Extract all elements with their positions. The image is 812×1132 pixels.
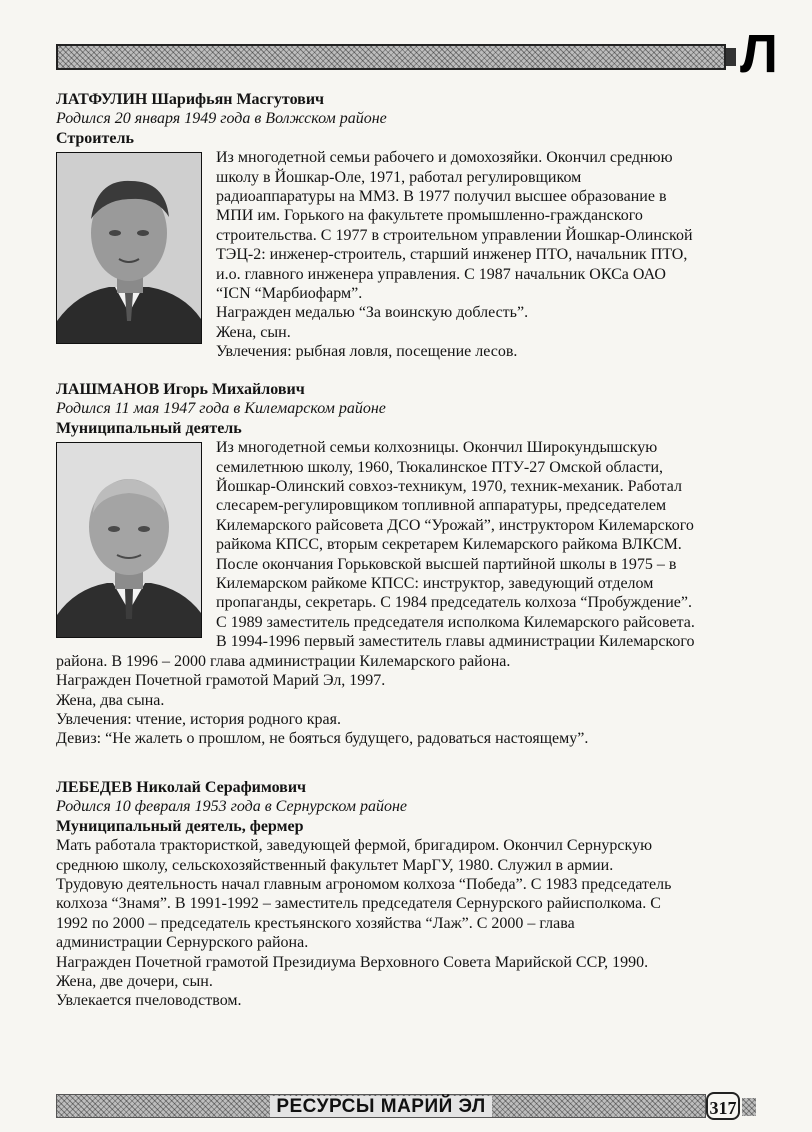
bio-line: 1992 по 2000 – председатель крестьянского хозяйства “Лаж”. С 2000 – глава — [56, 914, 575, 932]
birth-info: Родился 11 мая 1947 года в Килемарском районе — [56, 400, 386, 418]
portrait-photo — [56, 442, 202, 638]
footer-rule — [56, 1094, 706, 1118]
bio-line: семилетнюю школу, 1960, Тюкалинское ПТУ-27 Омской области, — [216, 458, 664, 476]
award-line: Награжден Почетной грамотой Марий Эл, 1997. — [56, 672, 386, 690]
bio-line: пропаганды, секретарь. С 1984 председатель колхоза “Пробуждение”. — [216, 594, 693, 612]
entry-lebedev — [56, 778, 756, 1011]
bio-line: С 1989 заместитель председателя исполкома Килемарского райсовета. — [216, 613, 695, 631]
birth-info: Родился 20 января 1949 года в Волжском районе — [56, 110, 387, 128]
bio-line: Трудовую деятельность начал главным агрономом колхоза “Победа”. С 1983 председатель — [56, 876, 672, 894]
bio-line: радиоаппаратуры на ММЗ. В 1977 получил высшее образование в — [216, 188, 667, 206]
section-letter: Л — [740, 24, 778, 84]
bio-line: “ICN “Марбиофарм”. — [216, 285, 363, 303]
bio-line: строительства. С 1977 в строительном управлении Йошкар-Олинской — [216, 226, 693, 244]
bio-line: райкома КПСС, вторым секретарем Килемарского райкома ВЛКСМ. — [216, 536, 682, 554]
bio-line: Мать работала трактористкой, заведующей фермой, бригадиром. Окончил Сернурскую — [56, 837, 653, 855]
bio-line: слесарем-регулировщиком топливной аппаратуры, председателем — [216, 497, 667, 515]
bio-line: После окончания Горьковской высшей партийной школы в 1975 – в — [216, 555, 677, 573]
entry-latfulin — [56, 90, 756, 362]
family-line: Жена, две дочери, сын. — [56, 973, 213, 991]
bio-line: Килемарском райкоме КПСС: инструктор, заведующий отделом — [216, 575, 654, 593]
portrait-photo — [56, 152, 202, 344]
footer-title-text: РЕСУРСЫ МАРИЙ ЭЛ — [270, 1096, 491, 1117]
biography — [56, 836, 756, 1011]
bio-line: МПИ им. Горького на факультете промышленно-гражданского — [216, 207, 643, 225]
bio-line: района. В 1996 – 2000 глава администрации Килемарского района. — [56, 652, 511, 670]
bio-line: В 1994-1996 первый заместитель главы администрации Килемарского — [216, 633, 695, 651]
family-line: Жена, два сына. — [56, 691, 165, 709]
page-number: 317 — [706, 1092, 740, 1120]
footer-title — [57, 1095, 705, 1119]
bio-line: колхоза “Знамя”. В 1991-1992 – заместитель председателя Сернурского райисполкома. С — [56, 895, 661, 913]
family-line: Жена, сын. — [216, 323, 291, 341]
header-rule — [56, 44, 726, 70]
hobbies-line: Увлекается пчеловодством. — [56, 992, 242, 1010]
occupation: Строитель — [56, 129, 134, 147]
award-line: Награжден Почетной грамотой Президиума Верховного Совета Марийской ССР, 1990. — [56, 953, 649, 971]
award-line: Награжден медалью “За воинскую доблесть”. — [216, 304, 529, 322]
portrait-man-icon — [57, 443, 201, 637]
biography — [56, 438, 756, 749]
bio-line: и.о. главного инженера управления. С 1987 начальник ОКСа ОАО — [216, 265, 666, 283]
birth-info: Родился 10 февраля 1953 года в Сернурском районе — [56, 798, 408, 816]
biography — [56, 148, 756, 361]
entry-lashmanov — [56, 380, 756, 749]
portrait-man-icon — [57, 153, 201, 343]
occupation: Муниципальный деятель, фермер — [56, 817, 304, 835]
motto-line: Девиз: “Не жалеть о прошлом, не бояться будущего, радоваться настоящему”. — [56, 730, 589, 748]
bio-line: Килемарского райсовета ДСО “Урожай”, инструктором Килемарского — [216, 516, 694, 534]
hobbies-line: Увлечения: рыбная ловля, посещение лесов. — [216, 343, 518, 361]
bio-line: Йошкар-Олинский совхоз-техникум, 1970, техник-механик. Работал — [216, 478, 682, 496]
header-rule-end — [726, 48, 736, 66]
bio-line: школу в Йошкар-Оле, 1971, работал регулировщиком — [216, 168, 582, 186]
bio-line: Из многодетной семьи рабочего и домохозяйки. Окончил среднюю — [216, 149, 673, 167]
bio-line: Из многодетной семьи колхозницы. Окончил Широкундышскую — [216, 439, 658, 457]
occupation: Муниципальный деятель — [56, 419, 242, 437]
person-name: ЛАШМАНОВ Игорь Михайлович — [56, 381, 305, 398]
hobbies-line: Увлечения: чтение, история родного края. — [56, 710, 342, 728]
person-name: ЛАТФУЛИН Шарифьян Масгутович — [56, 91, 325, 108]
footer-rule-end — [742, 1098, 756, 1116]
person-name: ЛЕБЕДЕВ Николай Серафимович — [56, 779, 307, 796]
bio-line: среднюю школу, сельскохозяйственный факультет МарГУ, 1980. Служил в армии. — [56, 856, 614, 874]
bio-line: администрации Сернурского района. — [56, 934, 309, 952]
bio-line: ТЭЦ-2: инженер-строитель, старший инженер ПТО, начальник ПТО, — [216, 246, 688, 264]
